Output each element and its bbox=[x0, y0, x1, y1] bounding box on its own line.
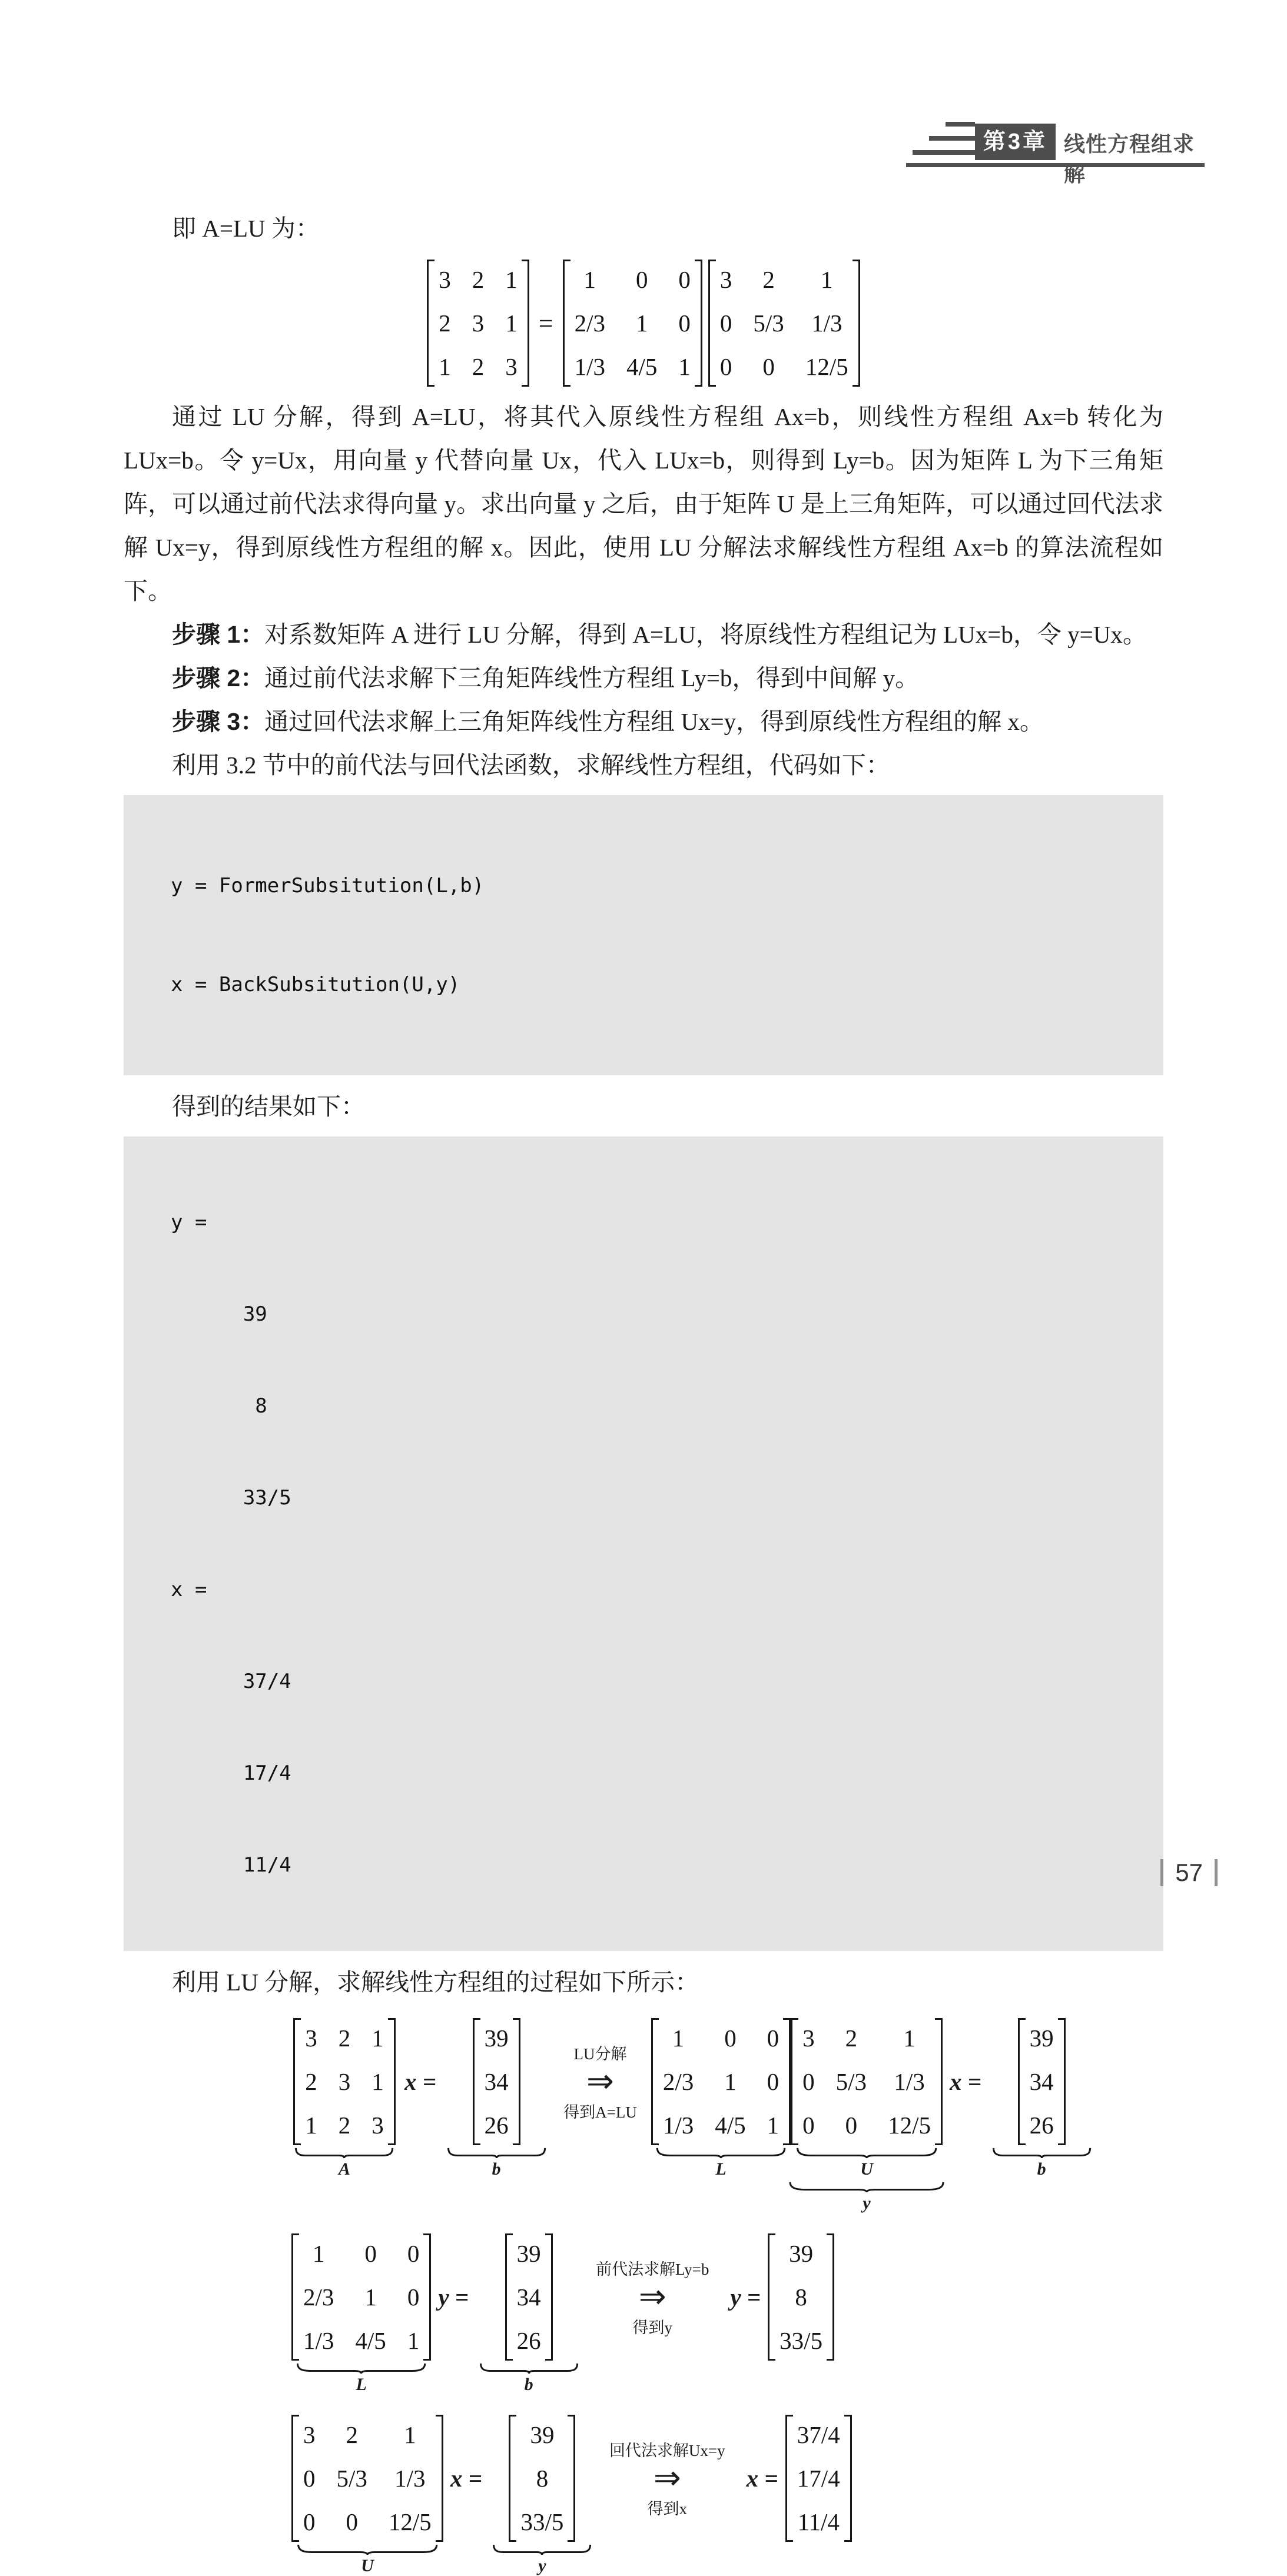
result-line: 17/4 bbox=[171, 1761, 291, 1785]
underbrace bbox=[492, 2544, 592, 2555]
brace-label-b: b bbox=[492, 2159, 501, 2179]
matrix-cell: 2 bbox=[338, 2025, 351, 2052]
matrix-cell: 39 bbox=[530, 2421, 555, 2448]
step-1-text: 对系数矩阵 A 进行 LU 分解，得到 A=LU，将原线性方程组记为 LUx=b，令 y=Ux。 bbox=[264, 621, 1147, 648]
lead-text: 即 A=LU 为： bbox=[172, 215, 320, 242]
implies-arrow-icon: ⇒ bbox=[638, 2278, 666, 2316]
matrix-cell: 0 bbox=[767, 2068, 780, 2095]
vector-x-result bbox=[785, 2415, 852, 2542]
matrix-cell: 3 bbox=[439, 266, 451, 293]
page-number-bar bbox=[1215, 1859, 1218, 1886]
step-3 bbox=[124, 700, 1163, 743]
y-equals: y = bbox=[438, 2284, 469, 2311]
matrix-cell: 1 bbox=[407, 2327, 420, 2354]
matrix-cell: 0 bbox=[678, 310, 691, 337]
brace-label-y: y bbox=[863, 2193, 871, 2213]
matrix-cell: 0 bbox=[719, 310, 732, 337]
matrix-cell: 5/3 bbox=[753, 310, 784, 337]
page-content bbox=[0, 207, 1287, 2576]
matrix-cell: 34 bbox=[516, 2284, 541, 2311]
matrix-cell: 34 bbox=[1029, 2068, 1054, 2095]
matrix-cell: 0 bbox=[678, 266, 691, 293]
brace-label-u: U bbox=[860, 2159, 873, 2179]
matrix-cell: 2/3 bbox=[662, 2068, 694, 2095]
matrix-cell: 0 bbox=[346, 2508, 358, 2535]
matrix-a bbox=[427, 260, 529, 387]
underbrace bbox=[447, 2148, 546, 2158]
matrix-cell: 3 bbox=[802, 2025, 815, 2052]
brace-label-b2: b bbox=[1037, 2159, 1046, 2179]
y-equals: y = bbox=[730, 2284, 761, 2311]
matrix-cell: 39 bbox=[1029, 2025, 1054, 2052]
underbrace bbox=[479, 2363, 579, 2374]
arrow-caption-bottom: 得到y bbox=[632, 2319, 672, 2336]
underbrace bbox=[296, 2544, 439, 2555]
paragraph-lu-explanation: 通过 LU 分解，得到 A=LU，将其代入原线性方程组 Ax=b，则线性方程组 Ax=b 转化为 LUx=b。令 y=Ux，用向量 y 代替向量 Ux，代入 LUx=b，则得到 Ly=b。因为矩阵 L 为下三角矩阵，可以通过前代法求得向量 y。求出向量 y 之后，由于矩阵 U 是上三角矩阵，可以通过回代法求解 Ux=y，得到原线性方程组的解 x。因此，使用 LU 分解法求解线性方程组 Ax=b 的算法流程如下。 bbox=[124, 403, 1163, 604]
brace-label-b: b bbox=[524, 2375, 533, 2394]
diagram-row-2 bbox=[291, 2233, 1163, 2395]
code-line: x = BackSubsitution(U,y) bbox=[171, 973, 460, 996]
code-intro: 利用 3.2 节中的前代法与回代法函数，求解线性方程组，代码如下： bbox=[172, 752, 890, 779]
matrix-cell: 4/5 bbox=[715, 2112, 746, 2139]
arrow-caption-top: 回代法求解Ux=y bbox=[609, 2442, 725, 2459]
matrix-cell: 1 bbox=[635, 310, 648, 337]
matrix-cell: 1 bbox=[371, 2068, 384, 2095]
matrix-cell: 3 bbox=[303, 2421, 316, 2448]
equals-sign: = bbox=[538, 308, 553, 338]
matrix-cell: 0 bbox=[767, 2025, 780, 2052]
matrix-cell: 33/5 bbox=[520, 2508, 564, 2535]
matrix-cell: 2 bbox=[439, 310, 451, 337]
diagram-row-1 bbox=[291, 2018, 1163, 2213]
matrix-cell: 4/5 bbox=[626, 353, 658, 380]
brace-label-l: L bbox=[715, 2159, 727, 2179]
matrix-cell: 1/3 bbox=[811, 310, 842, 337]
matrix-cell: 1 bbox=[903, 2025, 916, 2052]
matrix-cell: 1/3 bbox=[303, 2327, 334, 2354]
step-2-label: 步骤 2： bbox=[172, 664, 265, 692]
chapter-banner bbox=[906, 115, 1209, 186]
matrix-cell: 1/3 bbox=[574, 353, 605, 380]
vector-y-result bbox=[768, 2233, 834, 2361]
chapter-title: 线性方程组求解 bbox=[1064, 132, 1195, 186]
result-line: 37/4 bbox=[171, 1670, 291, 1693]
matrix-u-braced bbox=[791, 2018, 943, 2213]
matrix-cell: 39 bbox=[789, 2240, 814, 2267]
matrix-u bbox=[708, 260, 860, 387]
matrix-cell: 2 bbox=[762, 266, 775, 293]
x-equals: x = bbox=[404, 2068, 437, 2095]
matrix-cell: 1 bbox=[505, 266, 518, 293]
matrix-cell: 0 bbox=[303, 2508, 316, 2535]
arrow-caption-top: 前代法求解Ly=b bbox=[596, 2261, 709, 2278]
matrix-cell: 1 bbox=[404, 2421, 416, 2448]
matrix-cell: 2 bbox=[845, 2025, 858, 2052]
matrix-cell: 1 bbox=[678, 353, 691, 380]
matrix-cell: 1 bbox=[364, 2284, 377, 2311]
result-line: 11/4 bbox=[171, 1853, 291, 1877]
matrix-cell: 1 bbox=[305, 2112, 317, 2139]
matrix-cell: 37/4 bbox=[797, 2421, 840, 2448]
matrix-cell: 0 bbox=[802, 2068, 815, 2095]
arrow-caption-top: LU分解 bbox=[573, 2045, 627, 2063]
page-number: 57 bbox=[1175, 1859, 1203, 1886]
result-line: 33/5 bbox=[171, 1486, 291, 1510]
matrix-cell: 3 bbox=[338, 2068, 351, 2095]
matrix-cell: 4/5 bbox=[355, 2327, 386, 2354]
vector-b-braced bbox=[443, 2018, 549, 2179]
underbrace bbox=[788, 2182, 946, 2192]
matrix-cell: 1 bbox=[505, 310, 518, 337]
diagram-row-3 bbox=[291, 2415, 1163, 2576]
back-substitution-arrow bbox=[595, 2415, 739, 2542]
matrix-cell: 2 bbox=[472, 266, 485, 293]
matrix-cell: 0 bbox=[407, 2240, 420, 2267]
matrix-cell: 2 bbox=[472, 353, 485, 380]
step-1 bbox=[124, 613, 1163, 656]
step-2-text: 通过前代法求解下三角矩阵线性方程组 Ly=b，得到中间解 y。 bbox=[264, 664, 920, 692]
step-3-text: 通过回代法求解上三角矩阵线性方程组 Ux=y，得到原线性方程组的解 x。 bbox=[264, 708, 1044, 735]
matrix-cell: 1 bbox=[672, 2025, 685, 2052]
matrix-cell: 1 bbox=[767, 2112, 780, 2139]
banner-decoration-line bbox=[913, 150, 975, 155]
process-intro: 利用 LU 分解，求解线性方程组的过程如下所示： bbox=[172, 1969, 699, 1996]
matrix-a-braced bbox=[291, 2018, 397, 2179]
matrix-cell: 11/4 bbox=[797, 2508, 840, 2535]
vector-b2-braced bbox=[989, 2018, 1094, 2179]
matrix-cell: 39 bbox=[516, 2240, 541, 2267]
brace-label-a: A bbox=[338, 2159, 350, 2179]
implies-arrow-icon: ⇒ bbox=[586, 2062, 614, 2100]
textbook-page bbox=[0, 115, 1287, 2575]
matrix-cell: 26 bbox=[516, 2327, 541, 2354]
matrix-cell: 2/3 bbox=[303, 2284, 334, 2311]
matrix-cell: 5/3 bbox=[835, 2068, 867, 2095]
matrix-cell: 0 bbox=[364, 2240, 377, 2267]
underbrace bbox=[795, 2148, 938, 2158]
matrix-cell: 0 bbox=[724, 2025, 737, 2052]
matrix-cell: 1/3 bbox=[894, 2068, 925, 2095]
process-diagram bbox=[291, 2018, 1163, 2576]
matrix-cell: 0 bbox=[303, 2465, 316, 2492]
banner-decoration-line bbox=[929, 136, 975, 141]
matrix-cell: 1/3 bbox=[662, 2112, 694, 2139]
matrix-cell: 3 bbox=[719, 266, 732, 293]
matrix-cell: 0 bbox=[635, 266, 648, 293]
brace-label-y: y bbox=[538, 2556, 546, 2575]
matrix-cell: 3 bbox=[305, 2025, 317, 2052]
matrix-cell: 12/5 bbox=[388, 2508, 432, 2535]
underbrace bbox=[992, 2148, 1092, 2158]
matrix-cell: 26 bbox=[484, 2112, 509, 2139]
matrix-cell: 3 bbox=[371, 2112, 384, 2139]
step-1-label: 步骤 1： bbox=[172, 621, 265, 648]
matrix-cell: 0 bbox=[719, 353, 732, 380]
lu-decomposition-arrow bbox=[549, 2018, 651, 2145]
matrix-cell: 33/5 bbox=[780, 2327, 823, 2354]
chapter-badge: 第3章 bbox=[975, 124, 1056, 160]
matrix-cell: 1 bbox=[583, 266, 596, 293]
matrix-cell: 8 bbox=[536, 2465, 549, 2492]
matrix-l bbox=[563, 260, 702, 387]
result-line: y = bbox=[171, 1211, 207, 1234]
step-2 bbox=[124, 656, 1163, 700]
matrix-cell: 0 bbox=[845, 2112, 858, 2139]
matrix-cell: 3 bbox=[505, 353, 518, 380]
matrix-cell: 8 bbox=[795, 2284, 807, 2311]
matrix-cell: 1 bbox=[821, 266, 833, 293]
matrix-cell: 5/3 bbox=[336, 2465, 367, 2492]
matrix-cell: 2 bbox=[305, 2068, 317, 2095]
matrix-cell: 39 bbox=[484, 2025, 509, 2052]
forward-substitution-arrow bbox=[582, 2233, 723, 2361]
page-number-footer bbox=[1160, 1859, 1218, 1887]
arrow-caption-bottom: 得到x bbox=[647, 2500, 688, 2518]
underbrace bbox=[655, 2148, 787, 2158]
matrix-cell: 34 bbox=[484, 2068, 509, 2095]
matrix-cell: 1 bbox=[312, 2240, 325, 2267]
matrix-cell: 2 bbox=[338, 2112, 351, 2139]
matrix-cell: 3 bbox=[472, 310, 485, 337]
x-equals: x = bbox=[746, 2465, 778, 2492]
matrix-cell: 1 bbox=[724, 2068, 737, 2095]
matrix-cell: 2 bbox=[346, 2421, 358, 2448]
vector-y-braced bbox=[489, 2415, 595, 2576]
x-equals: x = bbox=[949, 2068, 982, 2095]
implies-arrow-icon: ⇒ bbox=[653, 2459, 681, 2497]
arrow-caption-bottom: 得到A=LU bbox=[563, 2103, 637, 2121]
code-block bbox=[124, 795, 1163, 1075]
matrix-cell: 12/5 bbox=[805, 353, 848, 380]
matrix-l-braced bbox=[291, 2233, 431, 2395]
matrix-cell: 0 bbox=[407, 2284, 420, 2311]
brace-label-l: L bbox=[356, 2375, 367, 2394]
underbrace bbox=[296, 2363, 427, 2374]
result-line: x = bbox=[171, 1578, 207, 1601]
matrix-cell: 1/3 bbox=[394, 2465, 426, 2492]
matrix-cell: 1 bbox=[439, 353, 451, 380]
matrix-u-braced bbox=[291, 2415, 443, 2576]
underbrace bbox=[294, 2148, 394, 2158]
matrix-cell: 12/5 bbox=[888, 2112, 931, 2139]
x-equals: x = bbox=[450, 2465, 482, 2492]
matrix-cell: 0 bbox=[802, 2112, 815, 2139]
vector-b-braced bbox=[476, 2233, 582, 2395]
result-line: 39 bbox=[171, 1302, 267, 1326]
matrix-cell: 26 bbox=[1029, 2112, 1054, 2139]
step-3-label: 步骤 3： bbox=[172, 708, 265, 735]
result-block bbox=[124, 1136, 1163, 1951]
result-line: 8 bbox=[171, 1394, 267, 1418]
page-number-bar bbox=[1160, 1859, 1163, 1886]
code-line: y = FormerSubsitution(L,b) bbox=[171, 874, 485, 898]
result-intro: 得到的结果如下： bbox=[172, 1093, 365, 1120]
equation-a-equals-lu bbox=[124, 260, 1163, 387]
matrix-l-braced bbox=[651, 2018, 791, 2179]
matrix-cell: 1 bbox=[371, 2025, 384, 2052]
matrix-cell: 0 bbox=[762, 353, 775, 380]
matrix-cell: 17/4 bbox=[797, 2465, 840, 2492]
matrix-cell: 2/3 bbox=[574, 310, 605, 337]
banner-decoration-line bbox=[946, 122, 975, 127]
brace-label-u: U bbox=[361, 2556, 374, 2575]
